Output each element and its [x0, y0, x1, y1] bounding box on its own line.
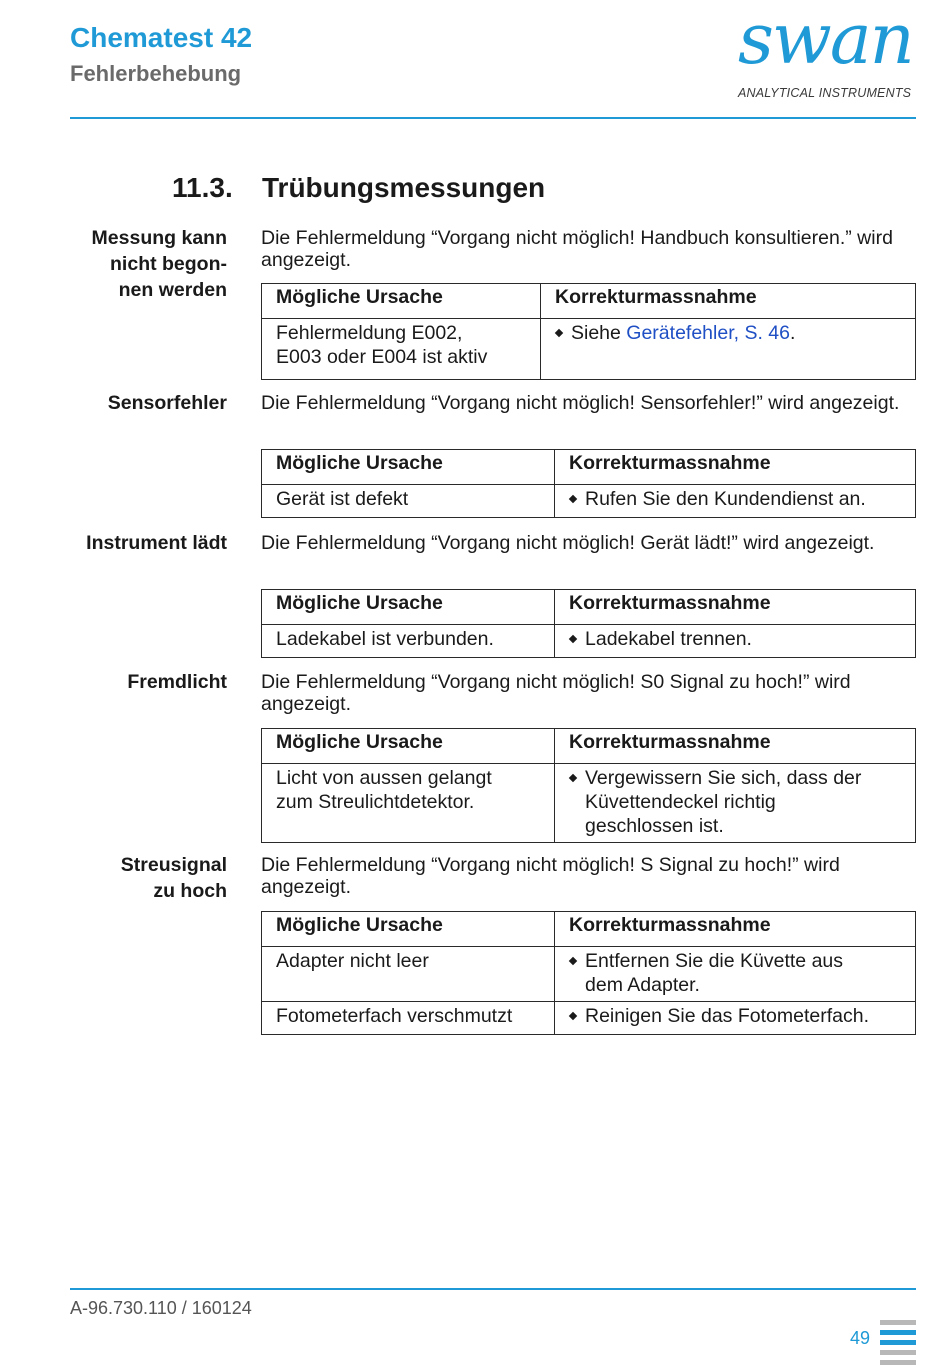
side-heading-line: Instrument lädt [86, 532, 227, 554]
action-cell [555, 625, 916, 658]
cause-cell [262, 625, 555, 658]
side-heading-stray-light [40, 669, 227, 695]
table-header-row [262, 284, 916, 319]
action-bullet [569, 766, 909, 838]
cause-line: Licht von aussen gelangt [276, 767, 492, 789]
cause-header: Mögliche Ursache [262, 590, 555, 625]
action-cell [555, 764, 916, 843]
section-title: Trübungsmessungen [262, 172, 546, 203]
action-text: Küvettendeckel richtig [585, 791, 776, 813]
section-number: 11.3. [172, 172, 233, 203]
action-text: . [789, 322, 796, 344]
action-text: geschlossen ist. [585, 815, 724, 837]
cause-line: Gerät ist defekt [276, 488, 409, 510]
logo-tagline: ANALYTICAL INSTRUMENTS [738, 86, 912, 100]
footer-divider [70, 1288, 916, 1290]
cause-line: E003 oder E004 ist aktiv [276, 346, 488, 368]
logo-wordmark: swan [738, 0, 913, 80]
side-heading-measurement-not-started [40, 225, 227, 303]
action-bullet [555, 321, 909, 345]
cause-cell [262, 764, 555, 843]
table-row [262, 1002, 916, 1035]
cause-header: Mögliche Ursache [262, 729, 555, 764]
table-header-row [262, 912, 916, 947]
action-header: Korrekturmassnahme [555, 450, 916, 485]
chapter-title: Fehlerbehebung [70, 61, 242, 86]
side-heading-line: Sensorfehler [107, 392, 227, 414]
header-divider [70, 117, 916, 119]
page-number: 49 [850, 1328, 871, 1348]
action-header: Korrekturmassnahme [555, 912, 916, 947]
action-header: Korrekturmassnahme [555, 729, 916, 764]
action-text: Entfernen Sie die Küvette aus [585, 950, 844, 972]
action-bullet [569, 627, 909, 651]
action-text: Siehe [571, 322, 627, 344]
cause-header: Mögliche Ursache [262, 284, 541, 319]
document-title: Chematest 42 [70, 22, 253, 53]
table-header-row [262, 450, 916, 485]
troubleshooting-table [261, 911, 916, 1035]
cause-cell [262, 947, 555, 1002]
page-marker-bar [880, 1350, 916, 1355]
action-bullet [569, 949, 909, 997]
side-heading-line: Messung kann [91, 227, 227, 249]
table-header-row [262, 729, 916, 764]
action-bullet [569, 487, 909, 511]
cause-header: Mögliche Ursache [262, 450, 555, 485]
cause-cell [262, 1002, 555, 1035]
action-text: Ladekabel trennen. [585, 628, 752, 650]
side-heading-line: nicht begon- [110, 253, 227, 275]
action-text: Vergewissern Sie sich, dass der [585, 767, 862, 789]
page-marker-bar-active [880, 1330, 916, 1335]
action-cell [541, 319, 916, 380]
error-message: Die Fehlermeldung “Vorgang nicht möglich! S Signal zu hoch!” wird angezeigt. [261, 854, 840, 898]
page-marker-bar [880, 1360, 916, 1365]
error-message: Die Fehlermeldung “Vorgang nicht möglich! Sensorfehler!” wird angezeigt. [261, 392, 900, 414]
table-row [262, 319, 916, 380]
action-cell [555, 1002, 916, 1035]
cause-line: Fotometerfach verschmutzt [276, 1005, 513, 1027]
cause-line: Ladekabel ist verbunden. [276, 628, 494, 650]
action-header: Korrekturmassnahme [555, 590, 916, 625]
cause-line: Adapter nicht leer [276, 950, 429, 972]
table-row [262, 625, 916, 658]
action-header: Korrekturmassnahme [541, 284, 916, 319]
swan-logo [734, 0, 920, 104]
error-message: Die Fehlermeldung “Vorgang nicht möglich! Handbuch konsultieren.” wird angezeigt. [261, 227, 893, 271]
action-text: dem Adapter. [585, 974, 700, 996]
troubleshooting-table [261, 589, 916, 658]
side-heading-sensor-error [40, 390, 227, 416]
side-heading-line: Fremdlicht [127, 671, 227, 693]
action-text: Rufen Sie den Kundendienst an. [585, 488, 866, 510]
table-row [262, 485, 916, 518]
device-error-link[interactable]: Gerätefehler, S. 46 [626, 322, 790, 344]
page-marker-bar-active [880, 1340, 916, 1345]
cause-cell [262, 319, 541, 380]
error-message: Die Fehlermeldung “Vorgang nicht möglich! S0 Signal zu hoch!” wird angezeigt. [261, 671, 851, 715]
cause-header: Mögliche Ursache [262, 912, 555, 947]
cause-cell [262, 485, 555, 518]
table-row [262, 947, 916, 1002]
troubleshooting-table [261, 728, 916, 843]
side-heading-line: zu hoch [153, 880, 227, 902]
error-message: Die Fehlermeldung “Vorgang nicht möglich! Gerät lädt!” wird angezeigt. [261, 532, 875, 554]
side-heading-scatter-signal-too-high [40, 852, 227, 904]
table-row [262, 764, 916, 843]
action-text: Reinigen Sie das Fotometerfach. [585, 1005, 869, 1027]
side-heading-line: Streusignal [120, 854, 227, 876]
cause-line: zum Streulichtdetektor. [276, 791, 475, 813]
side-heading-line: nen werden [118, 279, 227, 301]
side-heading-instrument-charging [40, 530, 227, 556]
troubleshooting-table [261, 449, 916, 518]
table-header-row [262, 590, 916, 625]
action-bullet [569, 1004, 909, 1028]
cause-line: Fehlermeldung E002, [276, 322, 463, 344]
page-marker-bar [880, 1320, 916, 1325]
document-number: A-96.730.110 / 160124 [70, 1298, 252, 1318]
troubleshooting-table [261, 283, 916, 380]
action-cell [555, 947, 916, 1002]
action-cell [555, 485, 916, 518]
